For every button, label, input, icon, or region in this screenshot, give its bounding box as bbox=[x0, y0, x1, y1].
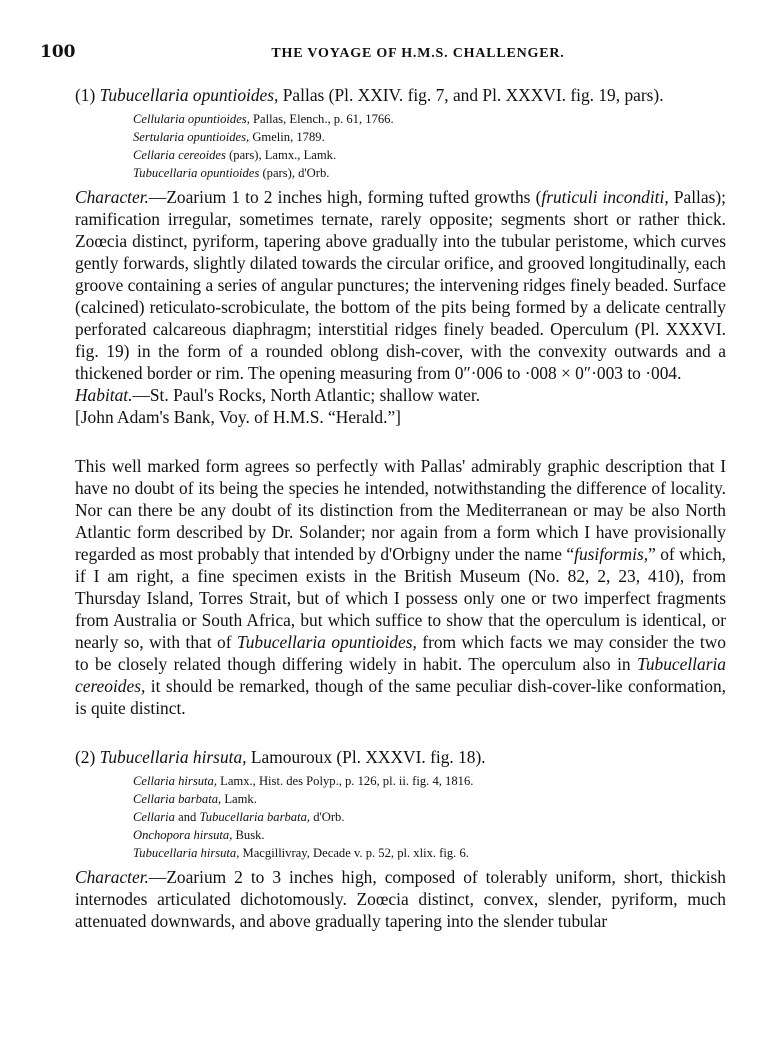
entry-1-character bbox=[75, 186, 726, 384]
synonym-citation: Lamk. bbox=[224, 792, 257, 806]
synonym-citation: (pars), d'Orb. bbox=[262, 166, 330, 180]
synonym-name: Cellaria cereoides bbox=[133, 148, 226, 162]
discussion-text: This well marked form agrees so perfectly with Pallas' admirably graphic description that I have no doubt of its being the species he intended, notwithstanding the difference of locality. Nor can there be any doubt of its distinction from the Mediterranean or may be also North Atlantic form described by Dr. Solander; nor again from a form which I have provisionally regarded as most probably that intended by d'Orbigny under the name “ bbox=[75, 456, 726, 564]
habitat-text: —St. Paul's Rocks, North Atlantic; shallow water. bbox=[132, 385, 481, 405]
synonym-line bbox=[133, 826, 726, 844]
entry-1-heading bbox=[75, 84, 726, 106]
synonym-line bbox=[133, 808, 726, 826]
entry-2-heading bbox=[75, 746, 726, 768]
synonym-line bbox=[133, 146, 726, 164]
synonym-name: Tubucellaria hirsuta, bbox=[133, 846, 240, 860]
discussion-text: it should be remarked, though of the same peculiar dish-cover-like conformation, is quite distinct. bbox=[75, 676, 726, 718]
synonym-citation: Pallas, Elench., p. 61, 1766. bbox=[253, 112, 394, 126]
synonym-citation: (pars), Lamx., Lamk. bbox=[229, 148, 337, 162]
entry-2-reference: Lamouroux (Pl. XXXVI. fig. 18). bbox=[250, 747, 486, 767]
discussion-italic-species: Tubucellaria opuntioides, bbox=[236, 632, 417, 652]
entry-1-habitat-note: [John Adam's Bank, Voy. of H.M.S. “Herald.”] bbox=[75, 407, 401, 427]
synonym-line bbox=[133, 128, 726, 146]
page-body bbox=[75, 84, 726, 932]
synonym-citation: and bbox=[178, 810, 197, 824]
entry-2-synonymy bbox=[133, 772, 726, 862]
synonym-citation: Busk. bbox=[235, 828, 265, 842]
character-text: —Zoarium 1 to 2 inches high, forming tufted growths ( bbox=[148, 187, 542, 207]
discussion-italic-fusiformis: fusiformis, bbox=[574, 544, 649, 564]
discussion-italic-species: Tubucellaria cereoides, bbox=[75, 654, 726, 696]
running-title: THE VOYAGE OF H.M.S. CHALLENGER. bbox=[271, 46, 565, 61]
entry-2-number: (2) bbox=[75, 747, 96, 767]
discussion-text: ” of which, if I am right, a fine specimen exists in the British Museum (No. 82, 2, 23, 410), from Thursday Island, Torres Strait, but of which I possess only one or two imperfect fragments from Australia or South Africa, but which suffice to show that the operculum is identical, or nearly so, with that of bbox=[75, 544, 727, 652]
synonym-citation: Lamx., Hist. des Polyp., p. 126, pl. ii. fig. 4, 1816. bbox=[220, 774, 474, 788]
entry-1-reference: Pallas (Pl. XXIV. fig. 7, and Pl. XXXVI. fig. 19, pars). bbox=[282, 85, 664, 105]
synonym-name: Cellaria bbox=[133, 810, 175, 824]
entry-1-habitat bbox=[75, 384, 726, 406]
entry-2-genus: Tubucellaria bbox=[99, 747, 189, 767]
synonym-name: Cellularia opuntioides, bbox=[133, 112, 250, 126]
spacer bbox=[75, 719, 726, 746]
entry-2-species: hirsuta, bbox=[192, 747, 247, 767]
entry-2-character bbox=[75, 866, 726, 932]
character-text-continued: Pallas); ramification irregular, sometimes ternate, rarely opposite; segments short or rather thick. Zoœcia distinct, pyriform, tapering above gradually into the tubular peristome, which curves gently forwards, slightly dilated towards the circular orifice, and grooved longitudinally, each groove containing a series of angular punctures; the intervening ridges finely beaded. Surface (calcined) reticulato-scrobiculate, the bottom of the pits being formed by a delicate centrally perforated calcareous diaphragm; interstitial ridges finely beaded. Operculum (Pl. XXXVI. fig. 19) in the form of a rounded oblong dish-cover, with the convexity outwards and a thickened border or rim. The opening measuring from 0″·006 to ·008 × 0″·003 to ·004. bbox=[75, 187, 726, 383]
synonym-line bbox=[133, 164, 726, 182]
synonym-name: Sertularia opuntioides, bbox=[133, 130, 250, 144]
page-number: 100 bbox=[40, 42, 76, 62]
synonym-citation: Macgillivray, Decade v. p. 52, pl. xlix. fig. 6. bbox=[242, 846, 469, 860]
synonym-citation: Gmelin, 1789. bbox=[252, 130, 325, 144]
synonym-name: Tubucellaria opuntioides bbox=[133, 166, 260, 180]
character-label: Character. bbox=[75, 187, 149, 207]
habitat-label: Habitat. bbox=[75, 385, 133, 405]
synonym-name: Tubucellaria barbata, bbox=[199, 810, 311, 824]
spacer bbox=[75, 428, 726, 455]
synonym-line bbox=[133, 790, 726, 808]
entry-1-number: (1) bbox=[75, 85, 96, 105]
discussion-paragraph bbox=[75, 455, 726, 719]
synonym-line bbox=[133, 110, 726, 128]
synonym-citation: d'Orb. bbox=[313, 810, 345, 824]
entry-1-synonymy bbox=[133, 110, 726, 182]
synonym-line bbox=[133, 844, 726, 862]
entry-1-genus: Tubucellaria bbox=[99, 85, 189, 105]
discussion-text: from which facts we may consider the two to be closely related though differing widely in habit. The operculum also in bbox=[75, 632, 726, 674]
synonym-line bbox=[133, 772, 726, 790]
synonym-name: Onchopora hirsuta, bbox=[133, 828, 233, 842]
entry-1-species: opuntioides, bbox=[192, 85, 279, 105]
synonym-name: Cellaria hirsuta, bbox=[133, 774, 217, 788]
character-label: Character. bbox=[75, 867, 149, 887]
synonym-name: Cellaria barbata, bbox=[133, 792, 222, 806]
character-text: —Zoarium 2 to 3 inches high, composed of tolerably uniform, short, thickish internodes articulated dichotomously. Zoœcia distinct, convex, slender, pyriform, much attenuated downwards, and above gradually tapering into the slender tubular bbox=[75, 867, 726, 931]
character-italic-text: fruticuli inconditi, bbox=[541, 187, 669, 207]
